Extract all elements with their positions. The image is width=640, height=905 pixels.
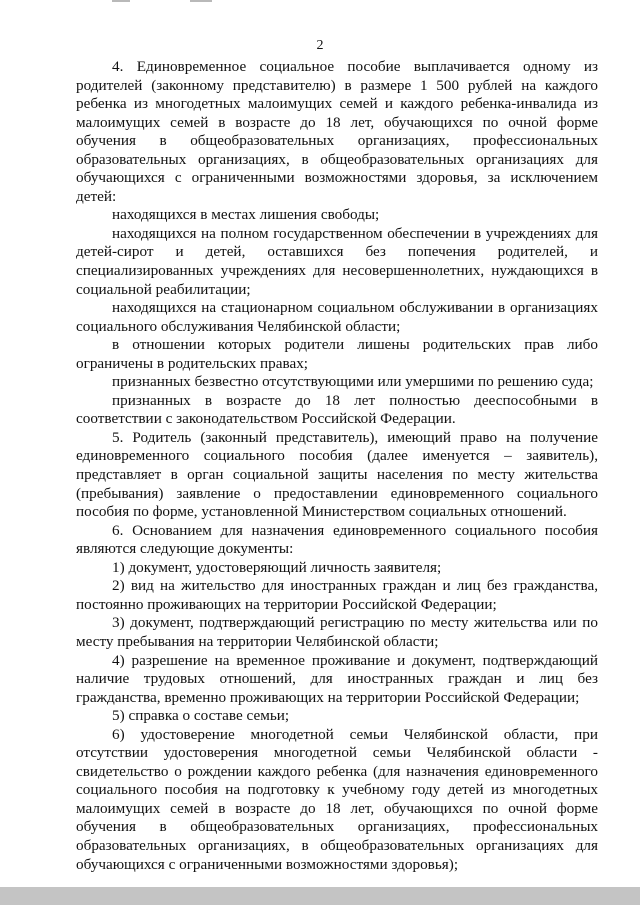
paragraph-4: 4. Единовременное социальное пособие выплачивается одному из родителей (законному представителю) в размере 1 500 рублей на каждого ребенка из многодетных малоимущих семей и каждого ребенка-инвалида из малоимущих семей в возрасте до 18 лет, обучающихся по очной форме обучения в общеобразовательных организациях, профессиональных образовательных организациях, в общеобразовательных организациях для обучающихся с ограниченными возможностями здоровья, за исключением детей: xyxy=(76,58,598,205)
exclusion-item: в отношении которых родители лишены родительских прав либо ограничены в родительских правах; xyxy=(76,336,598,372)
document-list-item: 2) вид на жительство для иностранных граждан и лиц без гражданства, постоянно проживающих на территории Российской Федерации; xyxy=(76,577,598,613)
exclusion-item: находящихся на стационарном социальном обслуживании в организациях социального обслуживания Челябинской области; xyxy=(76,299,598,335)
document-list-item: 5) справка о составе семьи; xyxy=(112,707,290,725)
document-list-item: 4) разрешение на временное проживание и документ, подтверждающий наличие трудовых отношений, для иностранных граждан и лиц без гражданства, временно проживающих на территории Российской Федерации; xyxy=(76,651,598,706)
scan-artifact xyxy=(112,0,130,2)
exclusion-item: находящихся на полном государственном обеспечении в учреждениях для детей-сирот и детей, оставшихся без попечения родителей, и специализированных учреждениях для несовершеннолетних, нуждающихся в социальной реабилитации; xyxy=(76,224,598,298)
scan-bottom-edge xyxy=(0,887,640,905)
exclusion-item: признанных безвестно отсутствующими или умершими по решению суда; xyxy=(112,373,594,391)
document-list-item: 1) документ, удостоверяющий личность заявителя; xyxy=(112,558,442,576)
document-body xyxy=(76,58,598,874)
exclusion-item: признанных в возрасте до 18 лет полностью дееспособными в соответствии с законодательством Российской Федерации. xyxy=(76,391,598,428)
page-number: 2 xyxy=(316,38,324,53)
paragraph-5: 5. Родитель (законный представитель), имеющий право на получение единовременного социального пособия (далее именуется – заявитель), представляет в орган социальной защиты населения по месту жительства (пребывания) заявление о предоставлении единовременного социального пособия по форме, установленной Министерством социальных отношений. xyxy=(76,428,598,521)
paragraph-6: 6. Основанием для назначения единовременного социального пособия являются следующие документы: xyxy=(76,521,598,558)
document-list-item: 3) документ, подтверждающий регистрацию по месту жительства или по месту пребывания на территории Челябинской области; xyxy=(76,614,598,650)
scan-artifact xyxy=(190,0,212,2)
exclusion-item: находящихся в местах лишения свободы; xyxy=(112,206,380,224)
document-list-item: 6) удостоверение многодетной семьи Челябинской области, при отсутствии удостоверения многодетной семьи Челябинской области - свидетельство о рождении каждого ребенка (для назначения единовременного социального пособия на подготовку к учебному году детей из многодетных малоимущих семей в возрасте до 18 лет, обучающихся по очной форме обучения в общеобразовательных организациях, профессиональных образовательных организациях, в общеобразовательных организациях для обучающихся с ограниченными возможностями здоровья); xyxy=(76,725,598,873)
